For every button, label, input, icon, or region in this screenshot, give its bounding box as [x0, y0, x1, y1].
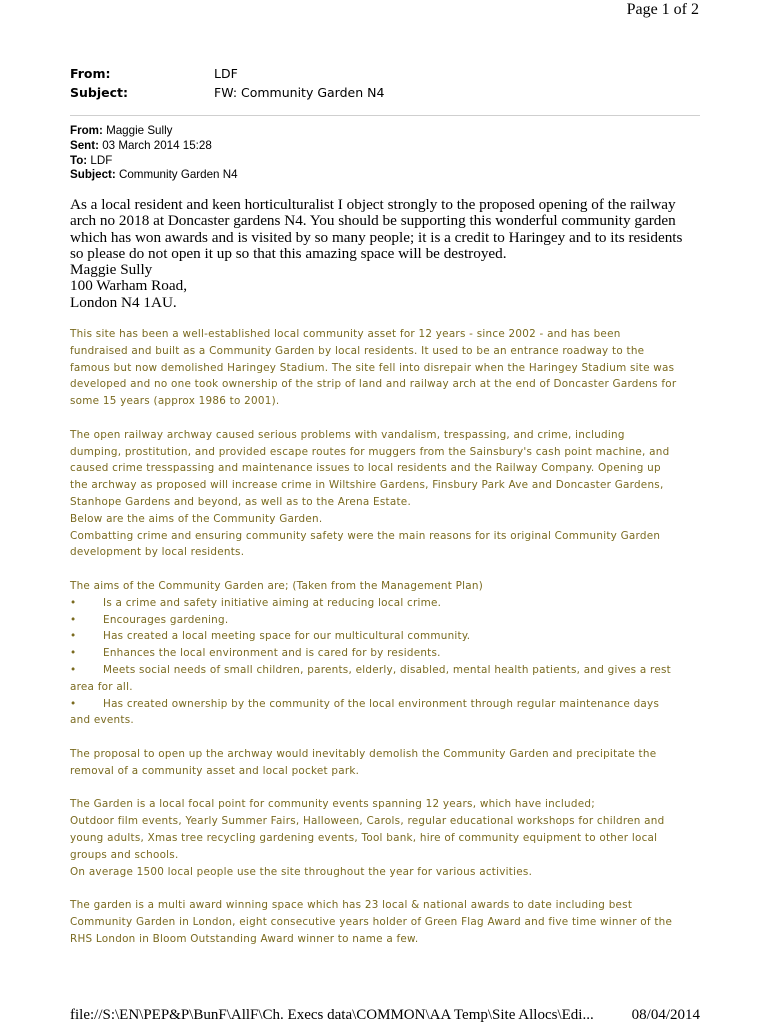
letter-line: which has won awards and is visited by so many people; it is a credit to Haringey and to its residents: [70, 228, 683, 246]
proposal-paragraph: The proposal to open up the archway would inevitably demolish the Community Garden and precipitate the removal of a community asset and local pocket park.: [70, 747, 657, 777]
meta-sent: Sent: 03 March 2014 15:28: [70, 138, 212, 152]
letter-body: [70, 197, 710, 311]
aims-list: [70, 578, 710, 729]
page-number: Page 1 of 2: [626, 1, 699, 18]
signature-postcode: London N4 1AU.: [70, 293, 177, 311]
subject-value: FW: Community Garden N4: [214, 85, 385, 100]
header-divider: [70, 115, 700, 116]
meta-subject: Subject: Community Garden N4: [70, 168, 238, 182]
aims-intro: The aims of the Community Garden are; (Taken from the Management Plan): [70, 579, 484, 592]
letter-line: arch no 2018 at Doncaster gardens N4. You should be supporting this wonderful community garden: [70, 212, 676, 230]
email-subject-row: [70, 85, 384, 100]
subject-label: Subject:: [70, 85, 128, 100]
file-path: file://S:\EN\PEP&P\BunF\AllF\Ch. Execs data\COMMON\AA Temp\Site Allocs\Edi...: [70, 1007, 594, 1023]
email-from-row: [70, 66, 238, 81]
events-paragraph: The Garden is a local focal point for community events spanning 12 years, which have included; Outdoor film events, Yearly Summer Fairs, Halloween, Carols, regular educational workshops for children and young adults, Xmas tree recycling gardening events, Tool bank, hire of community equipment to other local groups and schools. On average 1500 local people use the site throughout the year for various activities.: [70, 798, 665, 878]
list-item-continuation: and events.: [70, 714, 134, 727]
list-item: • Meets social needs of small children, parents, elderly, disabled, mental health patients, and gives a rest: [70, 663, 671, 676]
list-item-continuation: area for all.: [70, 680, 133, 693]
signature-address: 100 Warham Road,: [70, 277, 188, 295]
print-date: 08/04/2014: [631, 1007, 700, 1023]
from-label: From:: [70, 66, 111, 81]
meta-from: From: Maggie Sully: [70, 124, 173, 137]
attached-statement: [70, 326, 710, 964]
list-item: • Enhances the local environment and is cared for by residents.: [70, 647, 441, 660]
meta-to: To: LDF: [70, 153, 113, 167]
original-message-header: [70, 124, 238, 183]
history-paragraph: This site has been a well-established local community asset for 12 years - since 2002 - and has been fundraised and built as a Community Garden by local residents. It used to be an entrance roadway to the famous but now demolished Haringey Stadium. The site fell into disrepair when the Haringey Stadium site was developed and no one took ownership of the strip of land and railway arch at the end of Doncaster Gardens for some 15 years (approx 1986 to 2001).: [70, 328, 677, 408]
list-item: • Has created ownership by the community of the local environment through regular maintenance days: [70, 697, 660, 710]
list-item: • Encourages gardening.: [70, 613, 229, 626]
from-value: LDF: [214, 66, 238, 81]
crime-paragraph: The open railway archway caused serious problems with vandalism, trespassing, and crime, including dumping, prostitution, and provided escape routes for muggers from the Sainsbury's cash point machine, and caused crime tresspassing and maintenance issues to local residents and the Railway Company. Opening up the archway as proposed will increase crime in Wiltshire Gardens, Finsbury Park Ave and Doncaster Gardens, Stanhope Gardens and beyond, as well as to the Arena Estate. Below are the aims of the Community Garden. Combatting crime and ensuring community safety were the main reasons for its original Community Garden development by local residents.: [70, 428, 670, 559]
signature-name: Maggie Sully: [70, 261, 153, 279]
letter-line: so please do not open it up so that this amazing space will be destroyed.: [70, 244, 507, 262]
list-item: • Is a crime and safety initiative aiming at reducing local crime.: [70, 596, 442, 609]
list-item: • Has created a local meeting space for our multicultural community.: [70, 630, 471, 643]
letter-line: As a local resident and keen horticulturalist I object strongly to the proposed opening of the railway: [70, 196, 676, 213]
awards-paragraph: The garden is a multi award winning space which has 23 local & national awards to date including best Community Garden in London, eight consecutive years holder of Green Flag Award and five time winner of the RHS London in Bloom Outstanding Award winner to name a few.: [70, 899, 673, 945]
